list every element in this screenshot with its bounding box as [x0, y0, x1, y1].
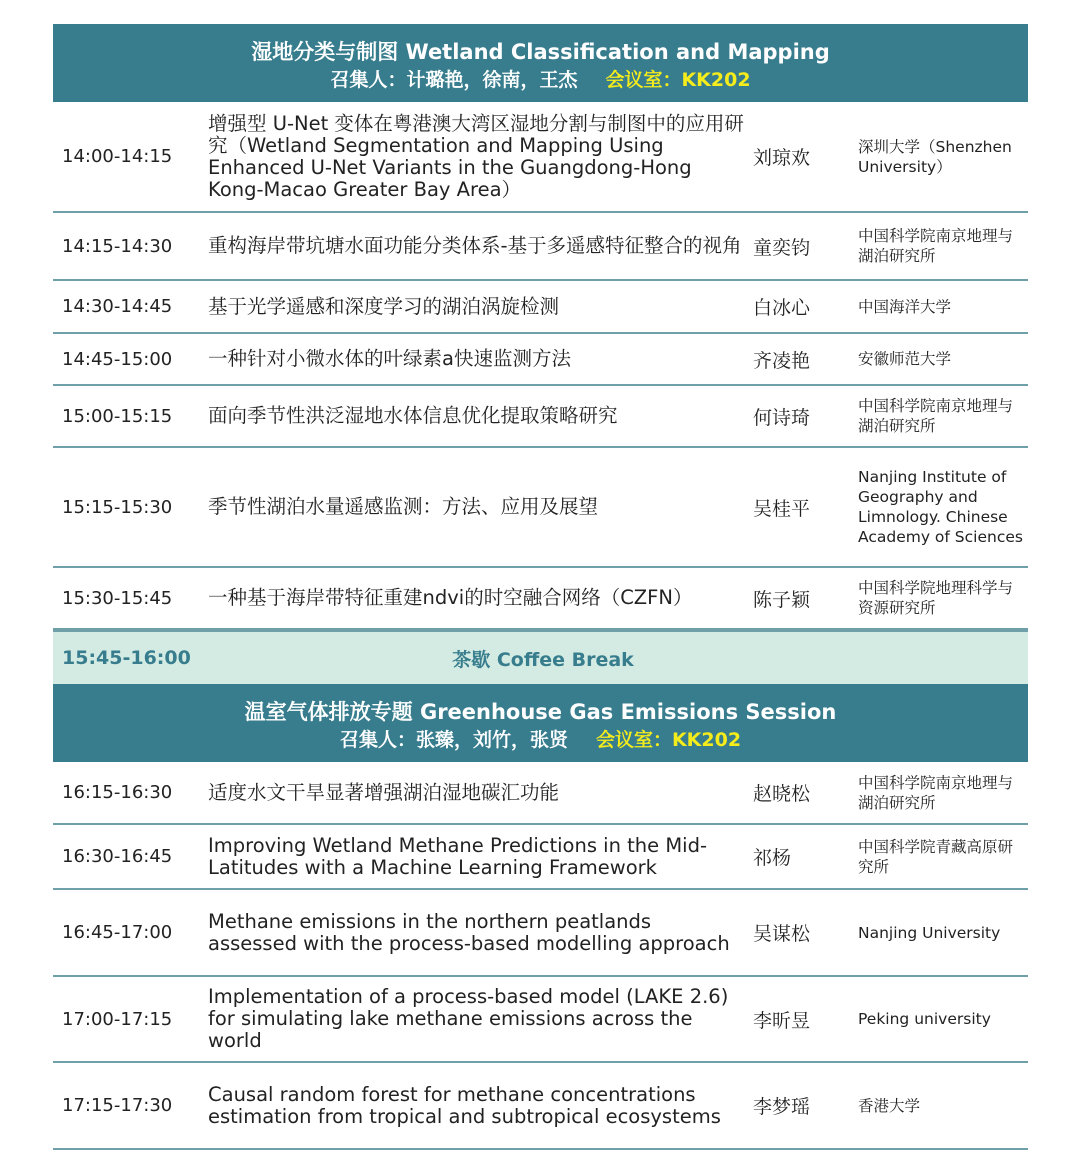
talk-title: 基于光学遥感和深度学习的湖泊涡旋检测 [208, 294, 560, 318]
talk-title: Implementation of a process-based model (LAKE 2.6) for simulating lake methane emissions across the world [208, 985, 729, 1052]
talk-affiliation: 中国科学院南京地理与湖泊研究所 [858, 773, 1014, 812]
talk-affiliation: 深圳大学（Shenzhen University） [858, 137, 1012, 176]
talk-speaker: 吴谋松 [753, 923, 811, 945]
talk-speaker: 齐凌艳 [753, 349, 811, 372]
talk-time: 16:30-16:45 [62, 846, 173, 867]
talk-affiliation: 中国科学院青藏高原研究所 [858, 837, 1014, 876]
talk-speaker: 何诗琦 [753, 406, 811, 429]
talk-time: 14:30-14:45 [62, 296, 173, 317]
talk-time: 16:15-16:30 [62, 782, 173, 803]
talk-speaker: 童奕钧 [753, 236, 811, 259]
talk-row [53, 977, 1028, 1063]
talk-time: 15:00-15:15 [62, 405, 173, 427]
talk-affiliation: Nanjing University [858, 923, 1001, 942]
talk-affiliation: 香港大学 [858, 1096, 921, 1115]
schedule-table [53, 24, 1028, 1150]
talk-speaker: 吴桂平 [753, 497, 811, 520]
talk-title: 季节性湖泊水量遥感监测：方法、应用及展望 [208, 495, 599, 518]
talk-row [53, 762, 1028, 825]
talk-title: Methane emissions in the northern peatlands assessed with the process-based modelling approach [208, 909, 730, 955]
talk-row [53, 334, 1028, 386]
talk-time: 16:45-17:00 [62, 922, 173, 943]
talk-speaker: 陈子颖 [753, 588, 811, 611]
session-header [53, 24, 1028, 102]
talk-row [53, 1063, 1028, 1150]
talk-speaker: 李昕昱 [753, 1009, 811, 1032]
session-header [53, 684, 1028, 762]
coffee-break-time: 15:45-16:00 [62, 647, 191, 669]
talk-speaker: 李梦瑶 [753, 1096, 811, 1118]
talk-affiliation: Nanjing Institute of Geography and Limnology. Chinese Academy of Sciences [858, 468, 1023, 546]
talk-row [53, 281, 1028, 334]
talk-row [53, 386, 1028, 448]
coffee-break-label: 茶歇 Coffee Break [452, 648, 634, 671]
talk-row [53, 568, 1028, 630]
talk-affiliation: 中国海洋大学 [858, 297, 952, 316]
coffee-break-row [53, 630, 1028, 684]
session-conveners: 召集人：计璐艳，徐南，王杰 [330, 69, 578, 91]
talk-speaker: 祁杨 [753, 847, 792, 869]
talk-row [53, 213, 1028, 281]
talk-speaker: 刘琼欢 [753, 147, 811, 169]
talk-row [53, 102, 1028, 213]
session-title: 湿地分类与制图 Wetland Classification and Mapping [251, 40, 830, 64]
talk-title: Improving Wetland Methane Predictions in the Mid-Latitudes with a Machine Learning Framework [208, 833, 708, 879]
session-title: 温室气体排放专题 Greenhouse Gas Emissions Session [244, 700, 837, 724]
talk-title: 增强型 U-Net 变体在粤港澳大湾区湿地分割与制图中的应用研究（Wetland Segmentation and Mapping Using Enhanced U-Net Variants in the Guangdong-Hong Kong-Macao Greater Bay Area） [208, 111, 744, 201]
talk-time: 14:45-15:00 [62, 348, 173, 370]
talk-title: 重构海岸带坑塘水面功能分类体系-基于多遥感特征整合的视角 [208, 234, 742, 257]
talk-row [53, 448, 1028, 568]
talk-title: 一种基于海岸带特征重建ndvi的时空融合网络（CZFN） [208, 586, 693, 609]
talk-time: 14:15-14:30 [62, 235, 173, 257]
talk-title: 一种针对小微水体的叶绿素a快速监测方法 [208, 347, 571, 370]
talk-time: 15:30-15:45 [62, 587, 173, 609]
talk-speaker: 赵晓松 [753, 783, 811, 805]
talk-title: 面向季节性洪泛湿地水体信息优化提取策略研究 [208, 404, 618, 427]
talk-speaker: 白冰心 [753, 297, 811, 319]
talk-time: 15:15-15:30 [62, 496, 173, 518]
session-conveners: 召集人：张臻，刘竹，张贤 [339, 729, 568, 751]
session-room: 会议室：KK202 [595, 729, 742, 751]
talk-row [53, 825, 1028, 890]
session-room: 会议室：KK202 [605, 69, 751, 91]
talk-time: 14:00-14:15 [62, 146, 173, 167]
talk-affiliation: 中国科学院地理科学与资源研究所 [858, 579, 1014, 617]
talk-row [53, 890, 1028, 977]
talk-title: Causal random forest for methane concentrations estimation from tropical and subtropical ecosystems [208, 1082, 721, 1128]
talk-affiliation: 中国科学院南京地理与湖泊研究所 [858, 397, 1014, 435]
talk-time: 17:15-17:30 [62, 1095, 173, 1116]
talk-title: 适度水文干旱显著增强湖泊湿地碳汇功能 [208, 780, 560, 804]
talk-affiliation: 中国科学院南京地理与湖泊研究所 [858, 227, 1014, 265]
talk-time: 17:00-17:15 [62, 1008, 173, 1030]
talk-affiliation: 安徽师范大学 [858, 350, 952, 368]
talk-affiliation: Peking university [858, 1010, 991, 1028]
